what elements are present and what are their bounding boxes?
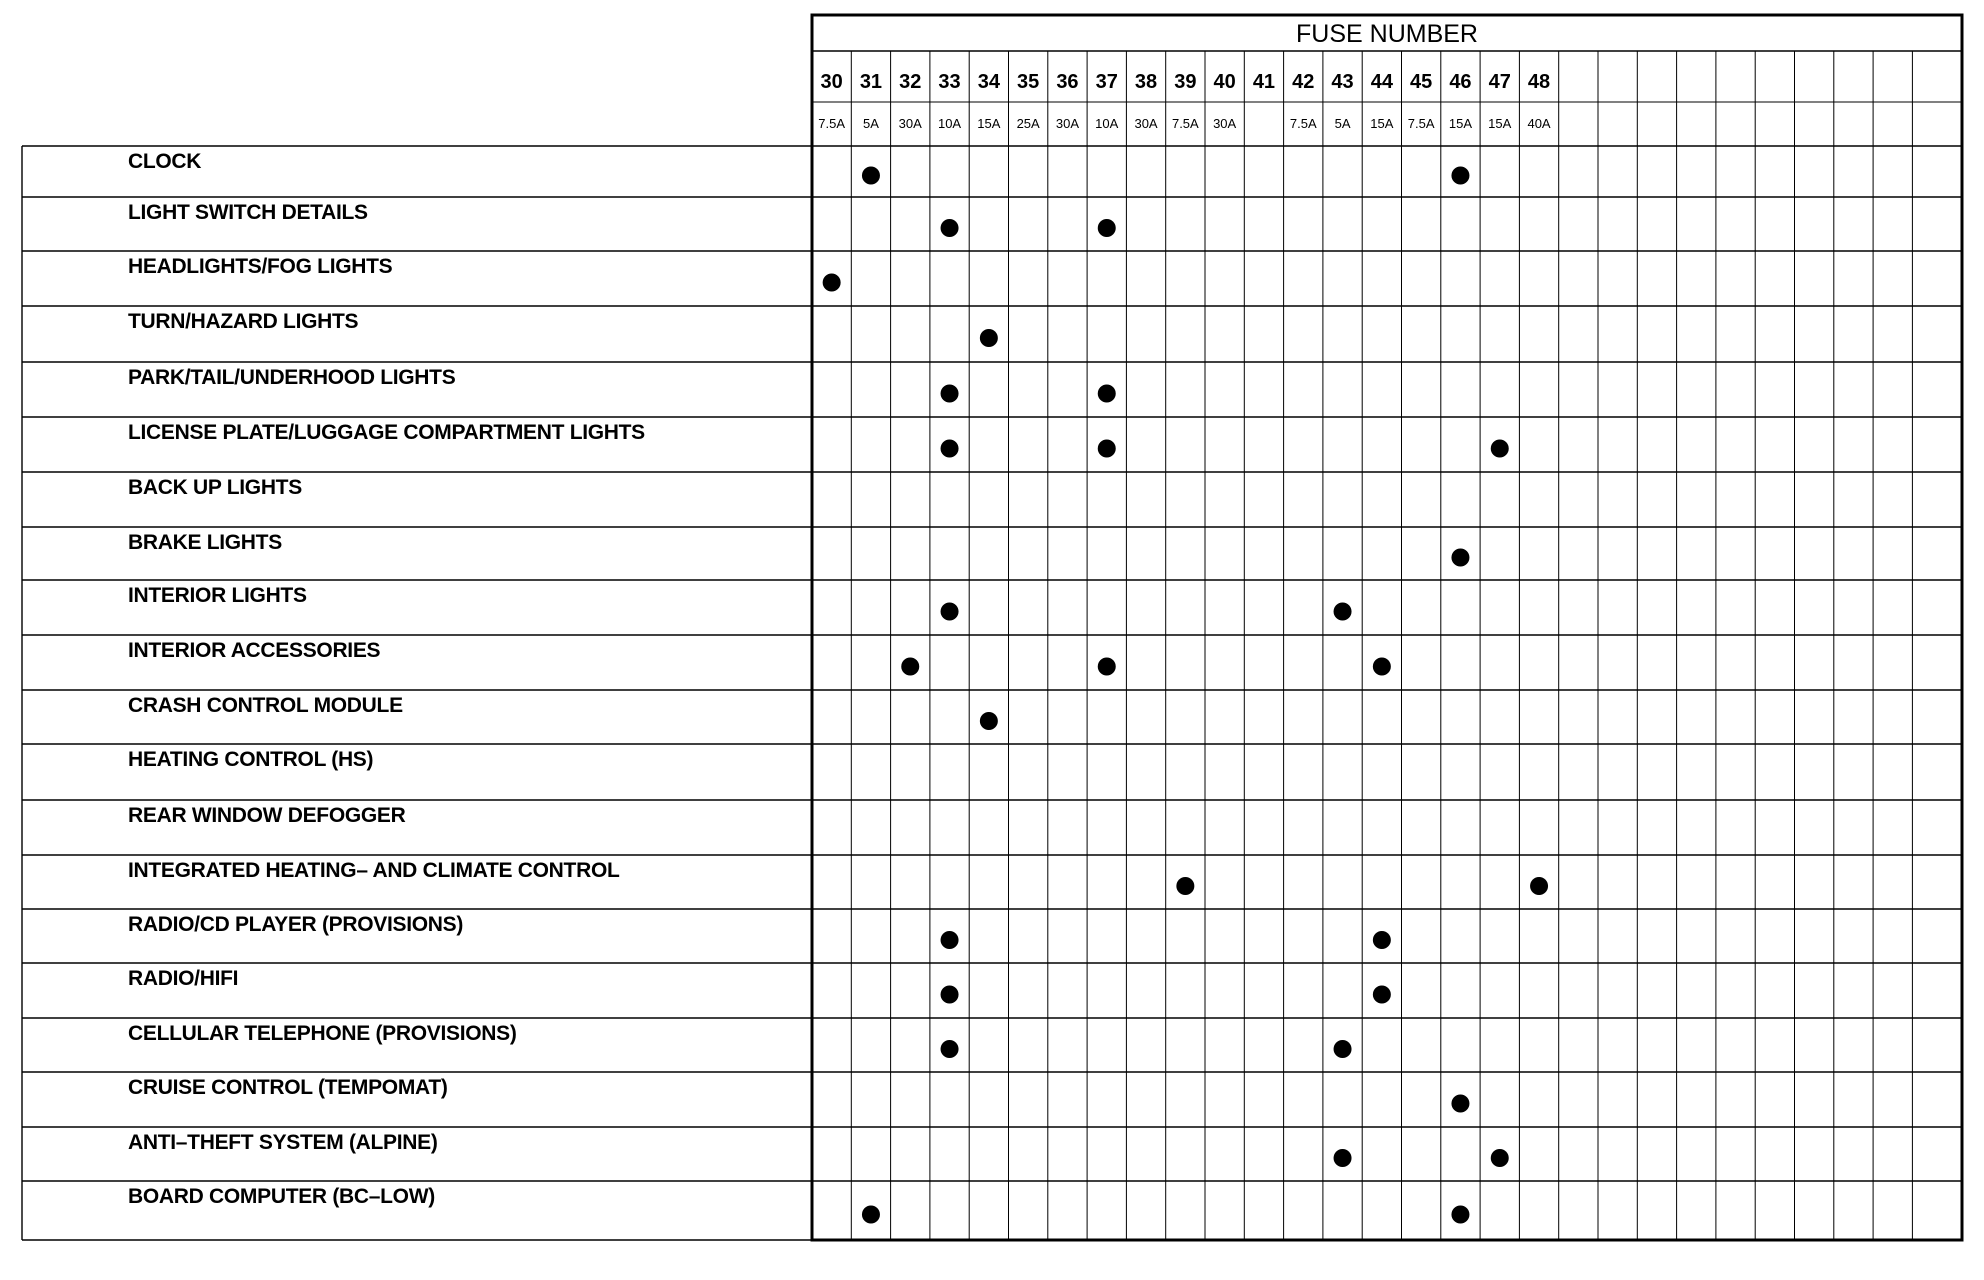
row-label: HEADLIGHTS/FOG LIGHTS [128, 255, 393, 278]
row-label: INTERIOR LIGHTS [128, 584, 307, 607]
fuse-dot [1098, 440, 1116, 458]
fuse-dot [862, 1206, 880, 1224]
row-label: LIGHT SWITCH DETAILS [128, 201, 368, 224]
fuse-rating-label: 5A [1334, 116, 1351, 131]
row-label: LICENSE PLATE/LUGGAGE COMPARTMENT LIGHTS [128, 421, 645, 444]
fuse-dot [901, 658, 919, 676]
row-labels [128, 150, 645, 1208]
fuse-dot [1451, 549, 1469, 567]
fuse-dot [941, 931, 959, 949]
row-label: BOARD COMPUTER (BC–LOW) [128, 1185, 435, 1208]
fuse-number-label: 46 [1449, 71, 1472, 93]
fuse-rating-label: 30A [1055, 116, 1080, 131]
table-frame [812, 15, 1962, 1240]
row-label: BRAKE LIGHTS [128, 531, 282, 554]
fuse-dot [1334, 1149, 1352, 1167]
fuse-dot [1451, 167, 1469, 185]
fuse-rating-label: 15A [1370, 116, 1394, 131]
row-label: RADIO/HIFI [128, 967, 239, 990]
fuse-dot [862, 167, 880, 185]
fuse-number-label: 42 [1292, 71, 1315, 93]
grid-lines [22, 15, 1962, 1240]
fuse-dot [1334, 1040, 1352, 1058]
fuse-rating-label: 7.5A [818, 116, 846, 131]
fuse-dot [1530, 877, 1548, 895]
fuse-dot [941, 219, 959, 237]
row-label: BACK UP LIGHTS [128, 476, 302, 499]
fuse-dot [1373, 986, 1391, 1004]
fuse-number-label: 32 [899, 71, 922, 93]
fuse-rating-label: 10A [1095, 116, 1119, 131]
fuse-number-label: 33 [938, 71, 961, 93]
fuse-dot [1451, 1206, 1469, 1224]
fuse-dot [1491, 440, 1509, 458]
fuse-dot [1334, 603, 1352, 621]
fuse-rating-label: 7.5A [1289, 116, 1317, 131]
fuse-number-label: 35 [1017, 71, 1040, 93]
fuse-number-label: 36 [1056, 71, 1079, 93]
fuse-dot [980, 712, 998, 730]
fuse-number-label: 43 [1331, 71, 1354, 93]
fuse-rating-label: 7.5A [1407, 116, 1435, 131]
fuse-number-label: 45 [1410, 71, 1433, 93]
fuse-number-label: 40 [1213, 71, 1236, 93]
fuse-number-label: 39 [1174, 71, 1197, 93]
fuse-dot [941, 440, 959, 458]
fuse-number-label: 41 [1252, 71, 1276, 93]
fuse-dot [941, 986, 959, 1004]
fuse-dot [1098, 219, 1116, 237]
fuse-dot [980, 329, 998, 347]
row-label: INTEGRATED HEATING– AND CLIMATE CONTROL [128, 859, 620, 882]
row-label: HEATING CONTROL (HS) [128, 748, 374, 771]
row-label: ANTI–THEFT SYSTEM (ALPINE) [128, 1131, 438, 1154]
row-label: RADIO/CD PLAYER (PROVISIONS) [128, 913, 464, 936]
fuse-number-label: 30 [820, 71, 843, 93]
fuse-number-label: 31 [859, 71, 883, 93]
row-label: CLOCK [128, 150, 202, 173]
fuse-dot [1098, 385, 1116, 403]
fuse-number-label: 48 [1527, 71, 1551, 93]
row-label: TURN/HAZARD LIGHTS [128, 310, 359, 333]
fuse-rating-label: 5A [862, 116, 879, 131]
fuse-dot [1373, 931, 1391, 949]
chart-title: FUSE NUMBER [1296, 20, 1478, 48]
fuse-dot [941, 603, 959, 621]
fuse-dot [1098, 658, 1116, 676]
fuse-dot [941, 1040, 959, 1058]
fuse-number-label: 38 [1134, 71, 1158, 93]
fuse-rating-label: 30A [898, 116, 922, 131]
fuse-dot [1176, 877, 1194, 895]
row-label: CRASH CONTROL MODULE [128, 694, 403, 717]
fuse-rating-label: 15A [1448, 116, 1473, 131]
row-label: CELLULAR TELEPHONE (PROVISIONS) [128, 1022, 517, 1045]
row-label: INTERIOR ACCESSORIES [128, 639, 381, 662]
fuse-rating-label: 25A [1016, 116, 1040, 131]
fuse-number-label: 37 [1095, 71, 1118, 93]
fuse-dot [1491, 1149, 1509, 1167]
fuse-rating-label: 40A [1527, 116, 1551, 131]
fuse-rating-label: 10A [937, 116, 962, 131]
fuse-rating-label: 30A [1213, 116, 1237, 131]
fuse-dot [823, 274, 841, 292]
fuse-rating-label: 30A [1134, 116, 1158, 131]
fuse-dot [1373, 658, 1391, 676]
fuse-rating-label: 15A [977, 116, 1001, 131]
row-label: REAR WINDOW DEFOGGER [128, 804, 406, 827]
fuse-number-label: 47 [1488, 71, 1511, 93]
fuse-dot [941, 385, 959, 403]
fuse-rating-label: 15A [1488, 116, 1512, 131]
row-label: CRUISE CONTROL (TEMPOMAT) [128, 1076, 448, 1099]
fuse-number-label: 44 [1370, 71, 1393, 93]
fuse-rating-label: 7.5A [1171, 116, 1199, 131]
fuse-dot [1451, 1095, 1469, 1113]
fuse-number-label: 34 [977, 71, 1000, 93]
row-label: PARK/TAIL/UNDERHOOD LIGHTS [128, 366, 456, 389]
fuse-dots [823, 167, 1548, 1224]
